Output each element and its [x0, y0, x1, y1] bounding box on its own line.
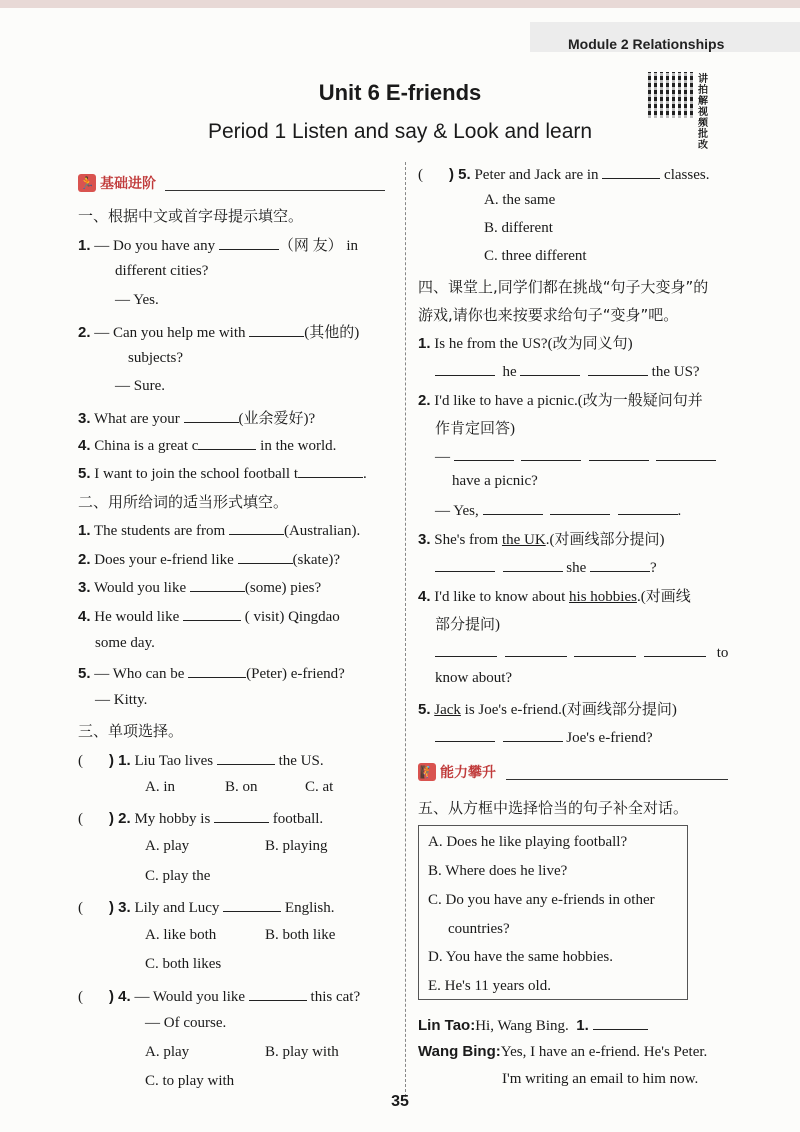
- answer-blank[interactable]: [590, 557, 650, 572]
- answer-blank[interactable]: [435, 361, 495, 376]
- t5-line: 5. Jack is Joe's e-friend.(对画线部分提问): [418, 701, 677, 718]
- answer-blank[interactable]: [593, 1015, 648, 1030]
- answer-blank[interactable]: [644, 642, 706, 657]
- answer-blank[interactable]: [503, 557, 563, 572]
- m4-line: ( ) 4. — Would you like this cat?: [78, 988, 361, 1005]
- page-number: 35: [391, 1093, 409, 1110]
- answer-blank[interactable]: [589, 446, 649, 461]
- section-badge-advanced: [418, 761, 496, 783]
- choice-d: D. You have the same hobbies.: [428, 949, 613, 965]
- t4-line4: know about?: [435, 670, 513, 686]
- answer-blank[interactable]: [602, 164, 660, 179]
- q1-line2: different cities?: [115, 263, 209, 279]
- answer-blank[interactable]: [198, 435, 256, 450]
- m3-option-c[interactable]: C. both likes: [145, 956, 222, 972]
- answer-blank[interactable]: [249, 322, 304, 337]
- answer-blank[interactable]: [435, 557, 495, 572]
- t5-answer: Joe's e-friend?: [435, 727, 653, 747]
- m4-option-a[interactable]: A. play: [145, 1044, 190, 1060]
- answer-blank[interactable]: [505, 642, 567, 657]
- section-3-heading: 三、单项选择。: [78, 722, 184, 740]
- answer-blank[interactable]: [550, 500, 610, 515]
- answer-blank[interactable]: [229, 520, 284, 535]
- period-subtitle: Period 1 Listen and say & Look and learn: [207, 120, 593, 143]
- choice-a: A. Does he like playing football?: [428, 834, 628, 850]
- q4-line: 4. China is a great c in the world.: [78, 437, 337, 454]
- r3-line: 3. Would you like (some) pies?: [78, 579, 322, 596]
- answer-blank[interactable]: [435, 642, 497, 657]
- m3-option-a[interactable]: A. like both: [145, 927, 217, 943]
- answer-blank[interactable]: [454, 446, 514, 461]
- t1-answer: he the US?: [435, 361, 700, 381]
- m1-option-c[interactable]: C. at: [305, 779, 334, 795]
- m3-option-b[interactable]: B. both like: [265, 927, 336, 943]
- r4-line2: some day.: [95, 635, 155, 651]
- m5-option-c[interactable]: C. three different: [484, 248, 587, 264]
- t2-line4: have a picnic?: [452, 473, 538, 489]
- m2-line: ( ) 2. My hobby is football.: [78, 810, 324, 827]
- t2-line2: 作肯定回答): [435, 421, 515, 437]
- section-5-heading: 五、从方框中选择恰当的句子补全对话。: [418, 799, 689, 817]
- m5-option-a[interactable]: A. the same: [484, 192, 556, 208]
- answer-blank[interactable]: [618, 500, 678, 515]
- top-color-strip: [0, 0, 800, 8]
- badge-label: 基础进阶: [100, 176, 156, 192]
- badge-label: 能力攀升: [440, 765, 496, 781]
- q2-line2: subjects?: [128, 350, 183, 366]
- t3-answer: she ?: [435, 557, 657, 577]
- m2-option-b[interactable]: B. playing: [265, 838, 328, 854]
- answer-blank[interactable]: [656, 446, 716, 461]
- climber-icon: 🧗: [419, 765, 435, 779]
- answer-blank[interactable]: [214, 808, 269, 823]
- t1-line: 1. Is he from the US?(改为同义句): [418, 335, 633, 352]
- t2-line1: 2. I'd like to have a picnic.(改为一般疑问句并: [418, 392, 703, 409]
- answer-blank[interactable]: [520, 361, 580, 376]
- m4-option-c[interactable]: C. to play with: [145, 1073, 235, 1089]
- section-2-heading: 二、用所给词的适当形式填空。: [78, 493, 289, 511]
- t3-line: 3. She's from the UK.(对画线部分提问): [418, 531, 665, 548]
- section-4-heading-2: 游戏,请你也来按要求给句子“变身”吧。: [418, 306, 679, 324]
- answer-blank[interactable]: [483, 500, 543, 515]
- runner-icon: 🏃: [79, 176, 95, 190]
- m1-option-a[interactable]: A. in: [145, 779, 175, 795]
- answer-blank[interactable]: [574, 642, 636, 657]
- q1-line1: 1. — Do you have any （网 友） in: [78, 237, 358, 254]
- dialog-line-2: Wang Bing:Yes, I have an e-friend. He's Peter.: [418, 1043, 708, 1060]
- r5-line2: — Kitty.: [95, 692, 148, 708]
- r5-line1: 5. — Who can be (Peter) e-friend?: [78, 665, 345, 682]
- answer-blank[interactable]: [184, 408, 239, 423]
- answer-blank[interactable]: [223, 897, 281, 912]
- answer-blank[interactable]: [298, 463, 363, 478]
- t4-line1: 4. I'd like to know about his hobbies.(对画线: [418, 588, 691, 605]
- answer-blank[interactable]: [238, 549, 293, 564]
- answer-blank[interactable]: [183, 606, 241, 621]
- choice-b: B. Where does he live?: [428, 863, 568, 879]
- r1-line: 1. The students are from (Australian).: [78, 522, 361, 539]
- qr-caption: 讲拍解视频批改: [698, 74, 708, 151]
- m1-line: ( ) 1. Liu Tao lives the US.: [78, 752, 324, 769]
- answer-blank[interactable]: [588, 361, 648, 376]
- answer-blank[interactable]: [249, 986, 307, 1001]
- choice-e: E. He's 11 years old.: [428, 978, 551, 994]
- m1-option-b[interactable]: B. on: [225, 779, 258, 795]
- answer-blank[interactable]: [219, 235, 279, 250]
- section-1-heading: 一、根据中文或首字母提示填空。: [78, 207, 304, 225]
- t2-answer: —: [435, 446, 716, 466]
- dialog-line-1: Lin Tao:Hi, Wang Bing. 1.: [418, 1015, 648, 1035]
- t4-answer: to: [435, 642, 728, 662]
- answer-blank[interactable]: [217, 750, 275, 765]
- t2-yes: — Yes, .: [435, 500, 681, 520]
- choice-c-cont: countries?: [448, 921, 510, 937]
- r2-line: 2. Does your e-friend like (skate)?: [78, 551, 341, 568]
- q3-line: 3. What are your (业余爱好)?: [78, 410, 316, 427]
- answer-blank[interactable]: [521, 446, 581, 461]
- dialog-line-3: I'm writing an email to him now.: [502, 1071, 699, 1087]
- section-4-heading-1: 四、课堂上,同学们都在挑战“句子大变身”的: [418, 278, 709, 296]
- m2-option-c[interactable]: C. play the: [145, 868, 211, 884]
- m4-option-b[interactable]: B. play with: [265, 1044, 339, 1060]
- q2-line3: — Sure.: [115, 378, 165, 394]
- badge-underline: [165, 190, 385, 191]
- r4-line1: 4. He would like ( visit) Qingdao: [78, 608, 340, 625]
- answer-blank[interactable]: [435, 727, 495, 742]
- section-badge-basic: [78, 172, 156, 194]
- unit-title: Unit 6 E-friends: [318, 80, 482, 105]
- column-divider: [405, 162, 406, 1097]
- m4-line2: — Of course.: [145, 1015, 227, 1031]
- answer-blank[interactable]: [190, 577, 245, 592]
- q5-line: 5. I want to join the school football t .: [78, 465, 367, 482]
- q2-line1: 2. — Can you help me with (其他的): [78, 324, 360, 341]
- m5-line: ( ) 5. Peter and Jack are in classes.: [418, 166, 710, 183]
- m3-line: ( ) 3. Lily and Lucy English.: [78, 899, 335, 916]
- choice-c: C. Do you have any e-friends in other: [428, 892, 655, 908]
- answer-blank[interactable]: [188, 663, 246, 678]
- m2-option-a[interactable]: A. play: [145, 838, 190, 854]
- answer-blank[interactable]: [503, 727, 563, 742]
- q1-line3: — Yes.: [115, 292, 159, 308]
- module-label: Module 2 Relationships: [568, 36, 725, 52]
- choices-box: [418, 825, 688, 1000]
- t4-line2: 部分提问): [435, 617, 500, 633]
- m5-option-b[interactable]: B. different: [484, 220, 553, 236]
- badge-underline: [506, 779, 728, 780]
